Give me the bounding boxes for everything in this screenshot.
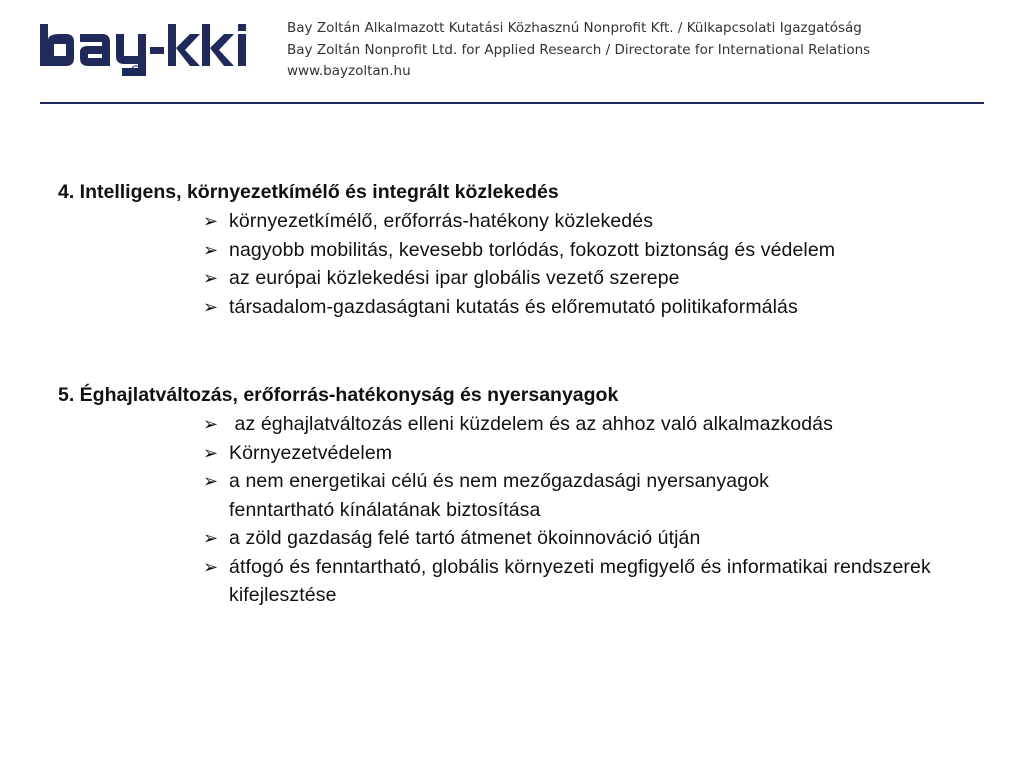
list-item xyxy=(203,264,988,293)
list-item xyxy=(203,410,988,439)
org-line-hungarian: Bay Zoltán Alkalmazott Kutatási Közhasznú Nonprofit Kft. / Külkapcsolati Igazgatóság xyxy=(287,20,862,36)
list-item-text: környezetkímélő, erőforrás-hatékony közlekedés xyxy=(229,210,654,232)
list-item xyxy=(203,236,988,265)
section-intelligent-transport xyxy=(58,178,988,321)
list-item xyxy=(203,524,988,553)
bay-zoltan-logo xyxy=(40,20,255,80)
bullet-list xyxy=(58,207,988,321)
list-item-text: nagyobb mobilitás, kevesebb torlódás, fokozott biztonság és védelem xyxy=(229,238,836,261)
list-item-text: az európai közlekedési ipar globális vezető szerepe xyxy=(229,267,680,289)
arrow-bullet-icon: ➢ xyxy=(203,211,219,231)
list-item-text: átfogó és fenntartható, globális környezeti megfigyelő és informatikai rendszerek kifejlesztése xyxy=(229,555,931,606)
arrow-bullet-icon: ➢ xyxy=(203,296,219,317)
list-item xyxy=(203,439,988,468)
list-item-text: a nem energetikai célú és nem mezőgazdasági nyersanyagok fenntartható kínálatának biztosítása xyxy=(229,470,769,521)
arrow-bullet-icon: ➢ xyxy=(203,556,219,577)
list-item-text: Környezetvédelem xyxy=(229,441,393,464)
arrow-bullet-icon: ➢ xyxy=(203,471,219,491)
list-item xyxy=(203,293,988,322)
svg-text:R: R xyxy=(133,66,139,75)
list-item xyxy=(203,207,988,236)
arrow-bullet-icon: ➢ xyxy=(203,528,219,548)
organization-header xyxy=(287,18,870,83)
list-item xyxy=(203,467,869,524)
list-item-text: a zöld gazdaság felé tartó átmenet ökoinnováció útján xyxy=(229,527,701,549)
list-item xyxy=(203,553,959,610)
header-divider xyxy=(40,102,984,104)
arrow-bullet-icon: ➢ xyxy=(203,442,219,463)
section-climate-resources xyxy=(58,381,988,610)
arrow-bullet-icon: ➢ xyxy=(203,414,219,434)
section-title: 4. Intelligens, környezetkímélő és integrált közlekedés xyxy=(58,181,559,203)
section-title: 5. Éghajlatváltozás, erőforrás-hatékonyság és nyersanyagok xyxy=(58,384,619,406)
org-website: www.bayzoltan.hu xyxy=(287,63,411,79)
arrow-bullet-icon: ➢ xyxy=(203,268,219,288)
list-item-text: az éghajlatváltozás elleni küzdelem és az ahhoz való alkalmazkodás xyxy=(229,413,833,435)
org-line-english: Bay Zoltán Nonprofit Ltd. for Applied Research / Directorate for International Relations xyxy=(287,41,871,58)
arrow-bullet-icon: ➢ xyxy=(203,239,219,260)
bullet-list xyxy=(58,410,988,610)
list-item-text: társadalom-gazdaságtani kutatás és előremutató politikaformálás xyxy=(229,295,798,318)
